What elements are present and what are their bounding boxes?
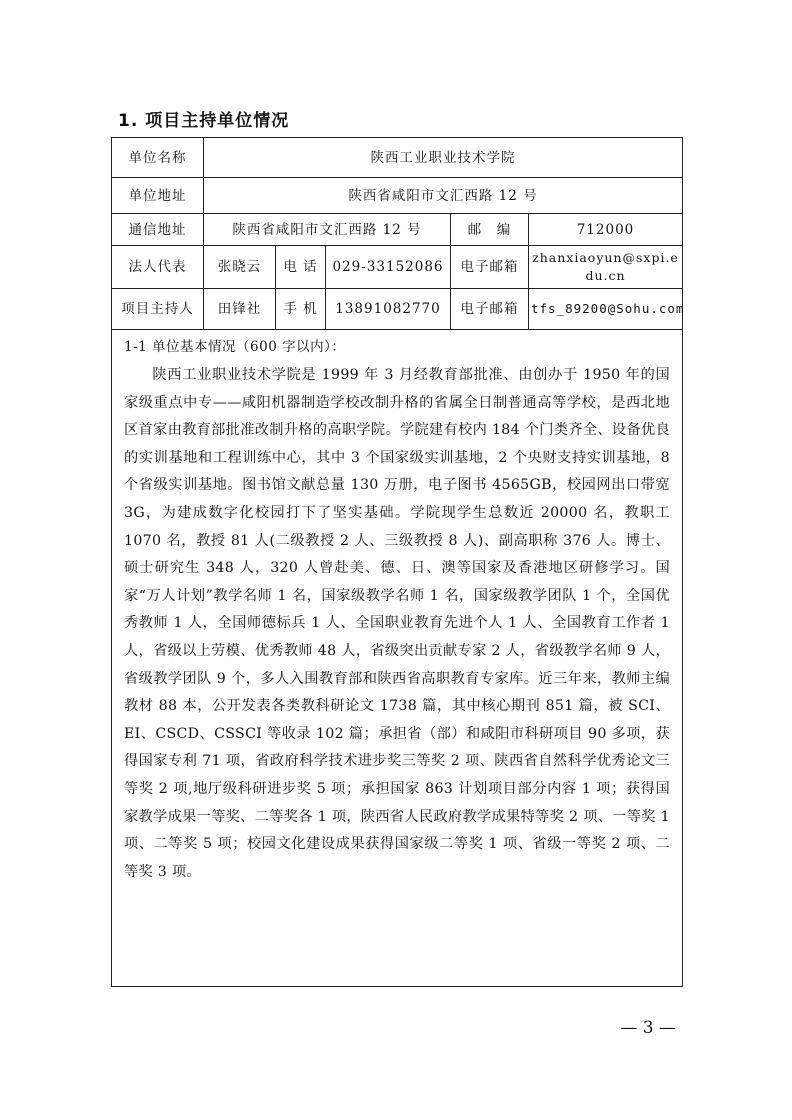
label-phone: 电 话 bbox=[276, 246, 326, 289]
row-unit-address bbox=[112, 178, 683, 214]
section-title: 1. 项目主持单位情况 bbox=[118, 111, 290, 131]
value-legal-rep-phone: 029-33152086 bbox=[326, 246, 451, 289]
label-unit-address: 单位地址 bbox=[112, 178, 204, 214]
row-unit-name bbox=[112, 138, 683, 178]
label-email: 电子邮箱 bbox=[451, 246, 529, 289]
row-project-lead bbox=[112, 289, 683, 330]
row-summary bbox=[112, 330, 683, 987]
label-mail-address: 通信地址 bbox=[112, 214, 204, 246]
row-legal-rep bbox=[112, 246, 683, 289]
label-postcode: 邮 编 bbox=[451, 214, 529, 246]
value-lead-email: tfs_89200@Sohu.com bbox=[529, 289, 683, 330]
summary-title: 1-1 单位基本情况（600 字以内）： bbox=[124, 339, 346, 355]
unit-info-table bbox=[111, 137, 683, 987]
value-legal-rep-email: zhanxiaoyun@sxpi.edu.cn bbox=[529, 246, 683, 289]
row-mail-address bbox=[112, 214, 683, 246]
label-unit-name: 单位名称 bbox=[112, 138, 204, 178]
label-project-lead: 项目主持人 bbox=[112, 289, 204, 330]
value-legal-rep-name: 张晓云 bbox=[204, 246, 276, 289]
page-number: — 3 — bbox=[620, 1018, 676, 1038]
value-postcode: 712000 bbox=[529, 214, 683, 246]
value-unit-name: 陕西工业职业技术学院 bbox=[204, 138, 683, 178]
summary-cell bbox=[112, 330, 683, 987]
value-lead-mobile: 13891082770 bbox=[326, 289, 451, 330]
label-email-2: 电子邮箱 bbox=[451, 289, 529, 330]
value-unit-address: 陕西省咸阳市文汇西路 12 号 bbox=[204, 178, 683, 214]
value-lead-name: 田锋社 bbox=[204, 289, 276, 330]
label-legal-rep: 法人代表 bbox=[112, 246, 204, 289]
label-mobile: 手 机 bbox=[276, 289, 326, 330]
value-mail-address: 陕西省咸阳市文汇西路 12 号 bbox=[204, 214, 451, 246]
summary-body: 陕西工业职业技术学院是 1999 年 3 月经教育部批准、由创办于 1950 年的国家级重点中专——咸阳机器制造学校改制升格的省属全日制普通高等学校，是西北地区首家由教育部批准改制升格的高职学院。学院建有校内 184 个门类齐全、设备优良的实训基地和工程训练中心，其中 3 个国家级实训基地，2 个央财支持实训基地，8 个省级实训基地。图书馆文献总量 130 万册，电子图书 4565GB，校园网出口带宽 3G，为建成数字化校园打下了坚实基础。学院现学生总数近 20000 名，教职工 1070 名，教授 81 人(二级教授 2 人、三级教授 8 人)、副高职称 376 人。博士、硕士研究生 348 人，320 人曾赴美、德、日、澳等国家及香港地区研修学习。国家“万人计划”教学名师 1 名，国家级教学名师 1 名，国家级教学团队 1 个，全国优秀教师 1 人，全国师德标兵 1 人、全国职业教育先进个人 1 人、全国教育工作者 1 人，省级以上劳模、优秀教师 48 人，省级突出贡献专家 2 人，省级教学名师 9 人，省级教学团队 9 个，多人入围教育部和陕西省高职教育专家库。近三年来，教师主编教材 88 本，公开发表各类教科研论文 1738 篇，其中核心期刊 851 篇，被 SCI、EI、CSCD、CSSCI 等收录 102 篇；承担省（部）和咸阳市科研项目 90 多项，获得国家专利 71 项，省政府科学技术进步奖三等奖 2 项、陕西省自然科学优秀论文三等奖 2 项,地厅级科研进步奖 5 项；承担国家 863 计划项目部分内容 1 项；获得国家教学成果一等奖、二等奖各 1 项，陕西省人民政府教学成果特等奖 2 项、一等奖 1 项、二等奖 5 项；校园文化建设成果获得国家级二等奖 1 项、省级一等奖 2 项、二等奖 3 项。 bbox=[124, 367, 670, 880]
